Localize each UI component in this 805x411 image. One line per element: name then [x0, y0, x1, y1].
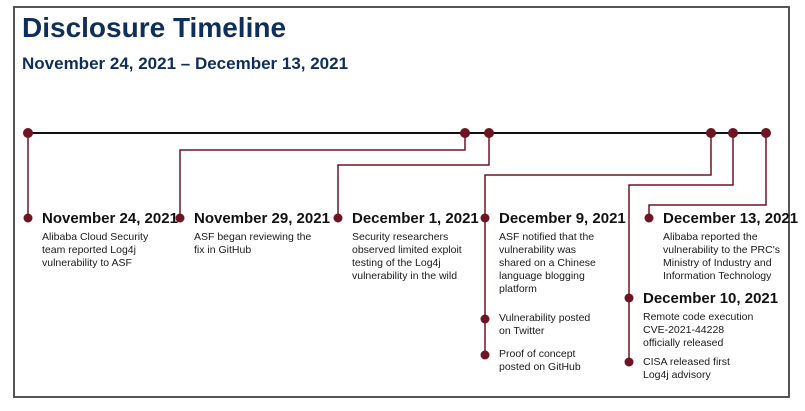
event-date-dec13: December 13, 2021 [663, 210, 799, 227]
event-text-dec9: ASF notified that the vulnerability was shared on a Chinese language blogging platform [499, 231, 596, 295]
event-text-nov29: ASF began reviewing the fix in GitHub [194, 231, 312, 256]
axis-marker-nov29 [460, 128, 470, 138]
event-date-dec1: December 1, 2021 [352, 210, 479, 227]
event-bullet-dec10 [625, 294, 634, 303]
event-text-dec10: Remote code execution CVE-2021-44228 officially released [643, 311, 754, 349]
connector-dec1 [338, 133, 489, 218]
axis-marker-nov24 [23, 128, 33, 138]
event-bullet-dec9 [481, 214, 490, 223]
event-text-dec9-poc: Proof of concept posted on GitHub [499, 348, 581, 373]
event-text-nov24: Alibaba Cloud Security team reported Log4j vulnerability to ASF [42, 231, 149, 269]
axis-marker-dec10 [728, 128, 738, 138]
event-bullet-dec9-poc [481, 351, 490, 360]
event-date-nov24: November 24, 2021 [42, 210, 178, 227]
event-date-dec9: December 9, 2021 [499, 210, 626, 227]
event-bullet-dec1 [334, 214, 343, 223]
axis-marker-dec1 [484, 128, 494, 138]
event-date-nov29: November 29, 2021 [194, 210, 330, 227]
event-text-dec1: Security researchers observed limited exploit testing of the Log4j vulnerability in the wild [352, 231, 462, 282]
event-bullet-dec10-cisa [625, 358, 634, 367]
event-bullet-dec13 [645, 214, 654, 223]
event-text-dec9-twitter: Vulnerability posted on Twitter [499, 312, 591, 337]
axis-marker-dec13 [761, 128, 771, 138]
event-text-dec10-cisa: CISA released first Log4j advisory [643, 356, 730, 381]
event-bullet-nov24 [24, 214, 33, 223]
event-date-dec10: December 10, 2021 [643, 290, 779, 307]
axis-marker-dec9 [706, 128, 716, 138]
event-bullet-dec9-twitter [481, 315, 490, 324]
page-subtitle: November 24, 2021 – December 13, 2021 [22, 54, 349, 73]
page-title: Disclosure Timeline [22, 12, 287, 43]
connector-nov29 [180, 133, 465, 218]
event-text-dec13: Alibaba reported the vulnerability to the PRC's Ministry of Industry and Information Technology [663, 231, 780, 282]
